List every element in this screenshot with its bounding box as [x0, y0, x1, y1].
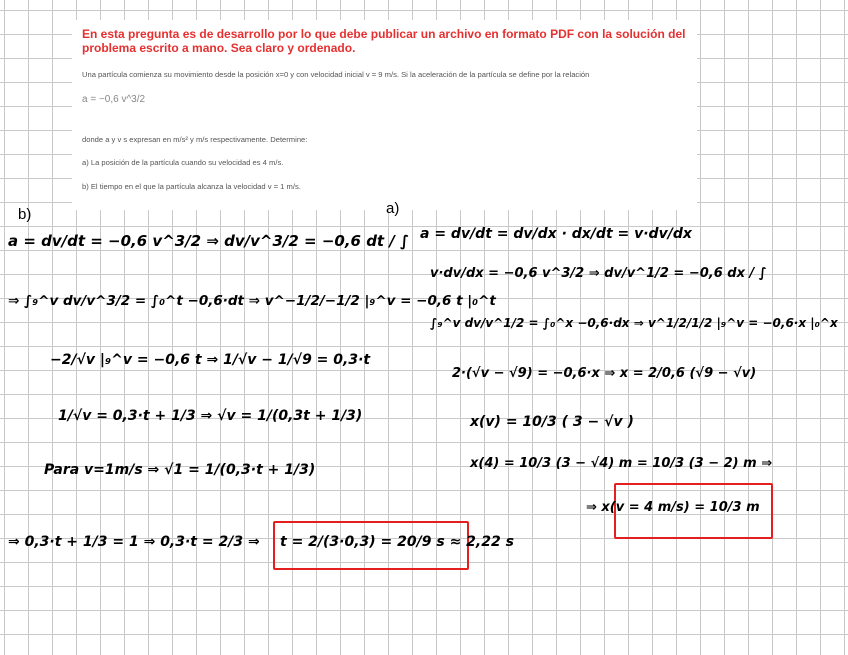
part-b-line-6: ⇒ 0,3·t + 1/3 = 1 ⇒ 0,3·t = 2/3 ⇒ [8, 534, 260, 550]
part-a-label: a) [386, 200, 400, 217]
part-b-line-5: Para v=1m/s ⇒ √1 = 1/(0,3·t + 1/3) [44, 462, 316, 478]
item-a-text: a) La posición de la partícula cuando su velocidad es 4 m/s. [82, 158, 284, 167]
part-b-result: t = 2/(3·0,3) = 20/9 s ≈ 2,22 s [280, 534, 514, 550]
instruction-text: En esta pregunta es de desarrollo por lo que debe publicar un archivo en formato PDF con la solución del problema escrito a mano. Sea claro y ordenado. [82, 27, 686, 55]
part-a-line-2: v·dv/dx = −0,6 v^3/2 ⇒ dv/v^1/2 = −0,6 dx / ∫ [430, 266, 767, 281]
units-note: donde a y v s expresan en m/s² y m/s respectivamente. Determine: [82, 135, 308, 144]
part-a-line-6: x(4) = 10/3 (3 − √4) m = 10/3 (3 − 2) m ⇒ [470, 456, 773, 471]
acceleration-formula: a = −0,6 v^3/2 [82, 94, 146, 105]
part-b-line-1: a = dv/dt = −0,6 v^3/2 ⇒ dv/v^3/2 = −0,6 dt / ∫ [8, 232, 410, 250]
part-a-line-4: 2·(√v − √9) = −0,6·x ⇒ x = 2/0,6 (√9 − √v) [452, 366, 757, 381]
part-a-line-1: a = dv/dt = dv/dx · dx/dt = v·dv/dx [420, 226, 692, 242]
part-a-result: ⇒ x(v = 4 m/s) = 10/3 m [586, 500, 760, 515]
part-b-line-3: −2/√v |₉^v = −0,6 t ⇒ 1/√v − 1/√9 = 0,3·t [50, 352, 371, 368]
part-a-line-5: x(v) = 10/3 ( 3 − √v ) [470, 414, 634, 430]
part-b-line-2: ⇒ ∫₉^v dv/v^3/2 = ∫₀^t −0,6·dt ⇒ v^−1/2/−1/2 |₉^v = −0,6 t |₀^t [8, 293, 496, 309]
statement-text: Una partícula comienza su movimiento desde la posición x=0 y con velocidad inicial v = 9 m/s. Si la aceleración de la partícula se define por la relación [82, 70, 590, 79]
item-b-text: b) El tiempo en el que la partícula alcanza la velocidad v = 1 m/s. [82, 182, 301, 191]
part-a-line-3: ∫₉^v dv/v^1/2 = ∫₀^x −0,6·dx ⇒ v^1/2/1/2 |₉^v = −0,6·x |₀^x [430, 316, 838, 330]
problem-statement [72, 20, 697, 210]
part-b-line-4: 1/√v = 0,3·t + 1/3 ⇒ √v = 1/(0,3t + 1/3) [58, 408, 363, 424]
part-b-label: b) [18, 206, 32, 223]
